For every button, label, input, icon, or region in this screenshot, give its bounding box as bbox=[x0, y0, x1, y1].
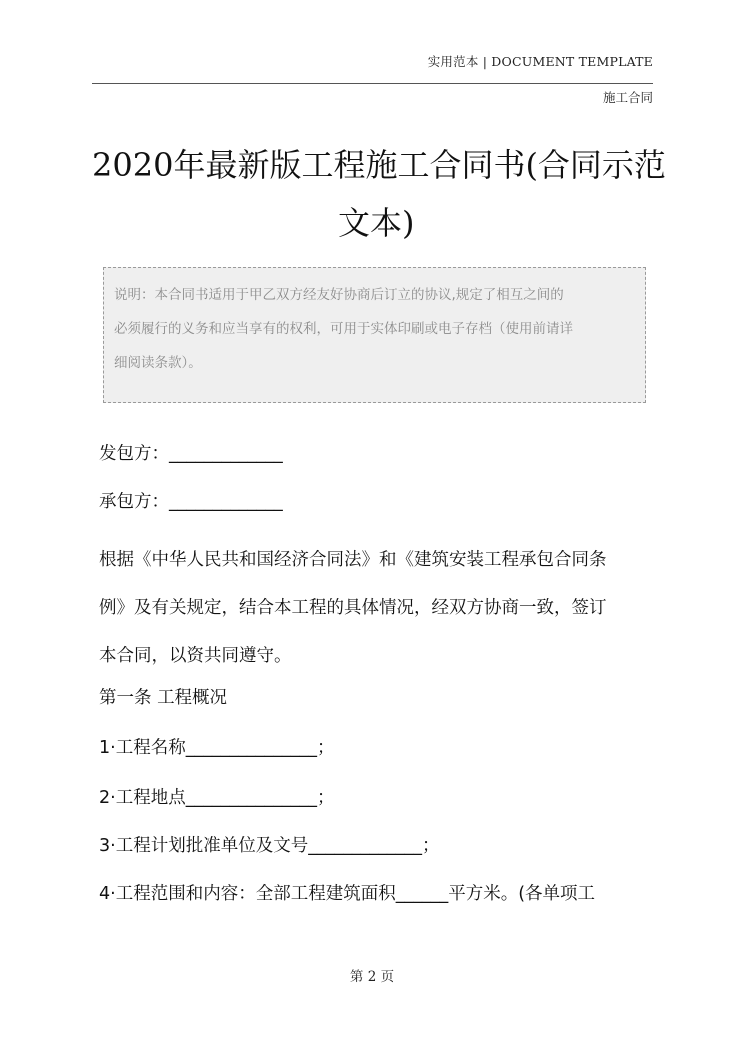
intro-line-3: 本合同，以资共同遵守。 bbox=[99, 646, 292, 666]
document-title bbox=[92, 136, 666, 252]
page-number: 第 2 页 bbox=[349, 969, 395, 985]
header-category: 施工合同 bbox=[602, 90, 653, 105]
article-1-item: 2·工程地点_______________； bbox=[99, 788, 335, 808]
article-1-item: 3·工程计划批准单位及文号_____________； bbox=[99, 836, 440, 856]
intro-line-2: 例》及有关规定，结合本工程的具体情况，经双方协商一致，签订 bbox=[99, 598, 607, 618]
article-1-item: 1·工程名称_______________； bbox=[99, 738, 335, 758]
title-line-1: 2020年最新版工程施工合同书(合同示范 bbox=[92, 146, 666, 184]
article-1-item: 4·工程范围和内容：全部工程建筑面积______平方米。(各单项工 bbox=[99, 884, 596, 904]
header-rule bbox=[92, 83, 653, 84]
intro-line-1: 根据《中华人民共和国经济合同法》和《建筑安装工程承包合同条 bbox=[99, 550, 607, 570]
note-line-1: 说明：本合同书适用于甲乙双方经友好协商后订立的协议,规定了相互之间的 bbox=[114, 287, 564, 303]
article-1-heading: 第一条 工程概况 bbox=[99, 688, 228, 708]
title-line-2: 文本) bbox=[338, 204, 415, 242]
intro-paragraph bbox=[99, 536, 659, 680]
note-line-3: 细阅读条款）。 bbox=[114, 355, 202, 371]
note-box bbox=[103, 267, 646, 403]
header-brand: 实用范本 | DOCUMENT TEMPLATE bbox=[427, 54, 653, 69]
note-line-2: 必须履行的义务和应当享有的权利，可用于实体印刷或电子存档（使用前请详 bbox=[114, 321, 573, 337]
contractor-line: 承包方：_____________ bbox=[99, 492, 283, 512]
employer-line: 发包方：_____________ bbox=[99, 444, 283, 464]
